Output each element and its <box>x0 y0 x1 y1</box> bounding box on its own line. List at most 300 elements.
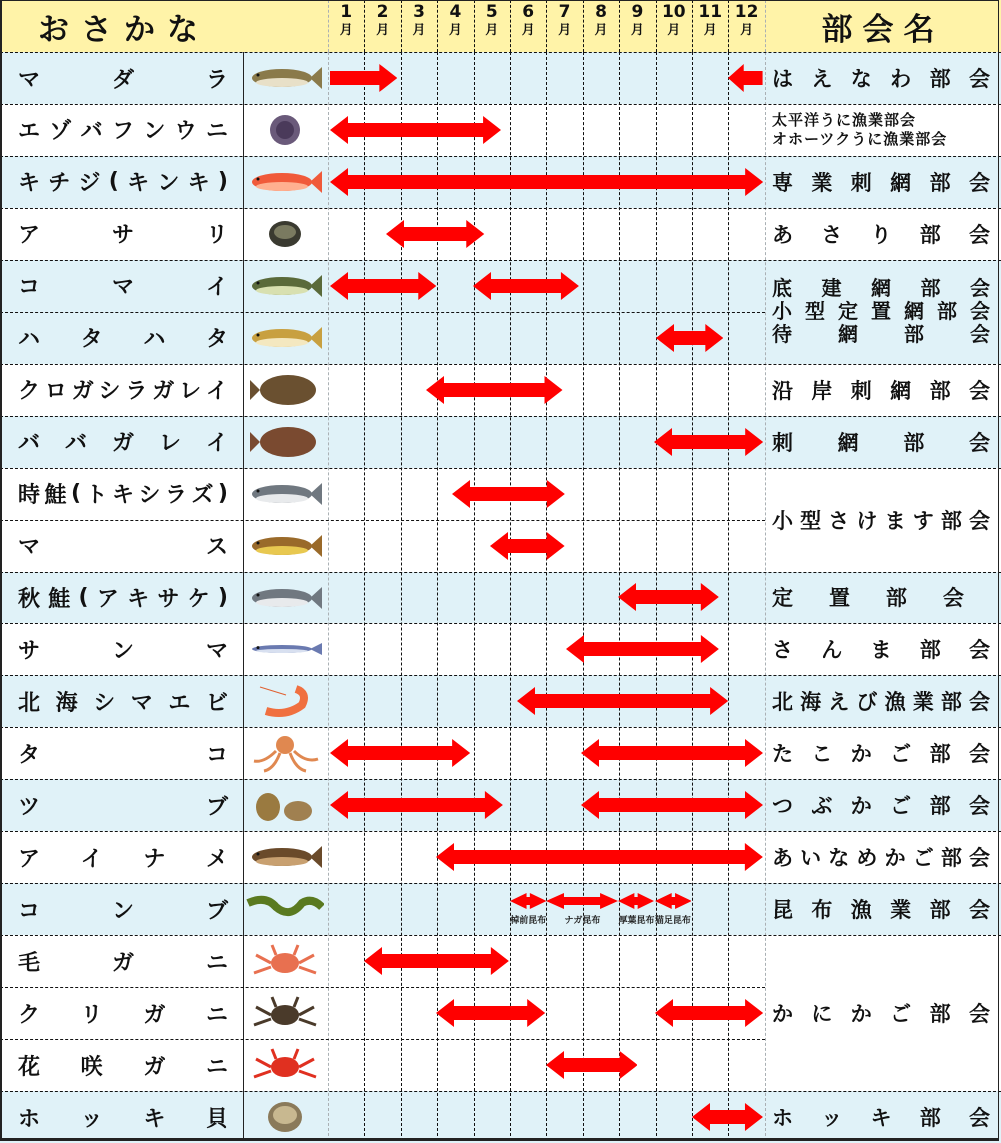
bukai-line <box>772 738 990 768</box>
header-row <box>0 0 1001 52</box>
fish-name-char: サ <box>18 638 41 664</box>
fish-name-char: ガ <box>71 379 94 405</box>
season-arrow <box>581 791 763 819</box>
fish-name-char: バ <box>64 431 87 457</box>
bukai-char: な <box>828 846 850 871</box>
bukai-char: 部 <box>929 794 951 819</box>
fish-name-char: ク <box>18 379 41 405</box>
bukai-char: 会 <box>968 794 990 819</box>
month-unit: 月 <box>558 23 572 38</box>
bukai-char: 部 <box>929 898 951 923</box>
fish-name-char: ア <box>18 223 41 249</box>
surf-clam-icon <box>246 1097 324 1137</box>
bukai-char: 布 <box>811 898 833 923</box>
bukai-lines <box>772 63 990 93</box>
fish-name-char: イ <box>205 431 228 457</box>
row-divider <box>0 1039 765 1040</box>
salmon-icon <box>246 474 324 514</box>
bukai-lines <box>772 111 990 149</box>
bukai-char: は <box>772 66 793 91</box>
bukai-lines <box>772 219 990 249</box>
fish-name-char: ケ <box>187 587 210 612</box>
bukai-char: 部 <box>919 1105 941 1130</box>
fish-name-char: エ <box>18 119 41 145</box>
bukai-char: 会 <box>942 586 964 611</box>
bukai-char: 網 <box>904 299 924 324</box>
bukai-char: 建 <box>821 276 842 301</box>
fish-name <box>18 260 228 312</box>
month-header-divider <box>619 0 620 52</box>
month-unit: 月 <box>448 23 462 38</box>
fish-name-char: ニ <box>205 1002 228 1028</box>
fish-name-char: キ <box>187 171 210 197</box>
fish-name <box>18 572 228 624</box>
fish-name-char: レ <box>179 379 202 405</box>
bukai-lines <box>772 998 990 1028</box>
bukai-column-title: 部会名 <box>821 11 945 48</box>
month-unit: 月 <box>594 23 608 38</box>
month-number: 5 <box>485 2 498 22</box>
fish-name-char: キ <box>127 171 150 197</box>
fish-name-char: コ <box>205 742 228 768</box>
bukai-char: 会 <box>968 690 990 715</box>
fish-name <box>18 623 228 675</box>
bukai-char: 刺 <box>850 170 872 195</box>
bukai-char: ホ <box>772 1105 793 1130</box>
shrimp-icon <box>246 681 324 721</box>
bukai-name <box>772 572 990 624</box>
fish-name-char: 貝 <box>205 1106 228 1132</box>
bukai-line <box>772 842 990 872</box>
bukai-char: 置 <box>828 586 850 611</box>
bukai-char: め <box>856 846 878 871</box>
bukai-char: 沿 <box>772 378 793 403</box>
sandfish-icon <box>246 318 324 358</box>
fish-name-char: イ <box>205 379 228 405</box>
month-gridline <box>583 52 584 1141</box>
month-gridline <box>437 52 438 1141</box>
bukai-char: 網 <box>838 322 858 347</box>
bukai-char: 部 <box>940 508 962 533</box>
bukai-char: 型 <box>805 299 825 324</box>
fish-name-char: ズ <box>191 483 214 509</box>
bukai-char: 部 <box>929 1002 951 1027</box>
bukai-char: 漁 <box>850 898 872 923</box>
bukai-char: ん <box>821 638 843 663</box>
fish-name-char: ) <box>217 585 228 610</box>
fish-name-char: シ <box>138 483 161 509</box>
bukai-name <box>772 1091 990 1143</box>
fish-name-char: ガ <box>111 431 134 457</box>
fish-name <box>18 468 228 520</box>
bukai-line <box>772 323 990 346</box>
hanasaki-crab-icon <box>246 1045 324 1085</box>
month-unit: 月 <box>630 23 644 38</box>
fish-name-char: フ <box>111 119 134 145</box>
fish-name-char: ラ <box>164 483 187 509</box>
month-gridline-minor <box>328 52 329 1141</box>
month-gridline-minor <box>765 52 766 1141</box>
bukai-char: け <box>856 508 878 533</box>
kelp-icon <box>246 889 324 929</box>
fish-name-char: ラ <box>125 379 148 405</box>
bukai-char: 小 <box>772 299 792 324</box>
bukai-lines <box>772 634 990 664</box>
fish-name-char: ン <box>111 638 134 664</box>
bukai-char: 部 <box>929 66 951 91</box>
bukai-name <box>772 623 990 675</box>
bukai-char: ご <box>890 794 912 819</box>
fish-name-char: 北 <box>18 690 41 716</box>
bukai-char: ご <box>890 742 912 767</box>
bukai-line <box>772 427 990 457</box>
bukai-char: 定 <box>772 586 793 611</box>
bukai-char: こ <box>811 742 833 767</box>
fish-name <box>18 104 228 156</box>
fish-name-char: イ <box>205 275 228 301</box>
fish-name-char: チ <box>48 171 71 197</box>
bukai-char: 刺 <box>772 430 793 455</box>
bukai-char: 会 <box>968 898 990 923</box>
octopus-icon <box>246 733 324 773</box>
bukai-char: わ <box>890 66 912 91</box>
bukai-name <box>772 260 990 364</box>
row-divider <box>0 520 765 521</box>
bukai-line <box>772 63 990 93</box>
bukai-char: ッ <box>821 1105 843 1130</box>
bukai-name <box>772 104 990 156</box>
month-header-divider <box>328 0 329 52</box>
fish-name <box>18 520 228 572</box>
bukai-char: 岸 <box>811 378 833 403</box>
fish-name-char: 時 <box>18 483 41 509</box>
month-number: 9 <box>631 2 644 22</box>
season-arrow <box>330 116 501 144</box>
bukai-char: 海 <box>800 690 822 715</box>
fish-name-char: ( <box>108 169 119 195</box>
bukai-char: 会 <box>970 299 990 324</box>
bukai-line <box>772 894 990 924</box>
fish-name-char: シ <box>93 690 116 716</box>
bukai-char: え <box>828 690 850 715</box>
bukai-char: い <box>800 846 822 871</box>
fish-name-char: ン <box>157 171 180 197</box>
fish-name-char: ハ <box>18 327 41 353</box>
season-arrow <box>517 687 728 715</box>
bukai-line: オホーツクうに漁業部会 <box>772 129 948 148</box>
season-arrow <box>546 1051 638 1079</box>
bukai-char: 部 <box>929 170 951 195</box>
bukai-char: 北 <box>772 690 793 715</box>
season-arrow <box>490 532 565 560</box>
bukai-char: 部 <box>940 846 962 871</box>
saffron-cod-icon <box>246 266 324 306</box>
fish-name <box>18 831 228 883</box>
fish-name-char: ガ <box>143 1002 166 1028</box>
bukai-line <box>772 634 990 664</box>
fish-name-char: メ <box>205 846 228 872</box>
bukai-char: 部 <box>920 276 941 301</box>
bukai-char: 業 <box>912 690 934 715</box>
bukai-char: か <box>884 846 906 871</box>
season-arrow <box>473 272 579 300</box>
bukai-line <box>772 219 990 249</box>
fish-name-char: ジ <box>78 171 101 197</box>
fish-name-char: ト <box>85 483 108 509</box>
fish-name <box>18 727 228 779</box>
fish-name-char: ア <box>18 846 41 872</box>
bukai-char: 業 <box>890 898 912 923</box>
bukai-char: 刺 <box>850 378 872 403</box>
bukai-char: 会 <box>968 430 990 455</box>
bukai-char: 部 <box>919 638 941 663</box>
fish-name-char: エ <box>168 690 191 716</box>
bukai-char: 会 <box>968 508 990 533</box>
bukai-lines <box>772 842 990 872</box>
row-divider <box>0 987 765 988</box>
fish-name-char: ラ <box>205 67 228 93</box>
image-column-divider <box>243 52 244 1141</box>
month-gridline <box>474 52 475 1141</box>
bukai-char: 昆 <box>772 898 793 923</box>
fish-name-char: ン <box>143 119 166 145</box>
bukai-char: に <box>811 1002 833 1027</box>
bukai-lines <box>772 427 990 457</box>
fish-name-char: イ <box>80 846 103 872</box>
fish-name-char: バ <box>18 431 41 457</box>
bukai-char: ま <box>884 508 906 533</box>
kombu-type-label: 厚葉昆布 <box>618 916 655 927</box>
fish-name-char: ハ <box>143 327 166 353</box>
month-header-divider <box>401 0 402 52</box>
month-header-divider <box>437 0 438 52</box>
bukai-char: ま <box>870 638 892 663</box>
bukai-char: つ <box>772 794 793 819</box>
fish-name-char: ツ <box>18 794 41 820</box>
bukai-char: 会 <box>970 322 990 347</box>
fish-name-char: キ <box>18 171 41 197</box>
bukai-char: 会 <box>969 1105 990 1130</box>
fish-name <box>18 883 228 935</box>
fish-name <box>18 987 228 1039</box>
fish-name-char: バ <box>80 119 103 145</box>
bukai-char: 会 <box>968 66 990 91</box>
month-header-7 <box>546 4 582 50</box>
bukai-name <box>772 156 990 208</box>
month-unit: 月 <box>412 23 426 38</box>
bukai-char: あ <box>772 846 793 871</box>
season-arrow <box>330 168 763 196</box>
fish-name <box>18 364 228 416</box>
fish-name-char: リ <box>205 223 228 249</box>
bukai-line <box>772 375 990 405</box>
month-header-2 <box>364 4 400 50</box>
month-header-4 <box>437 4 473 50</box>
month-gridline <box>546 52 547 1141</box>
season-arrow <box>546 893 618 909</box>
bukai-lines <box>772 1102 990 1132</box>
bukai-char: か <box>850 794 872 819</box>
bukai-char: り <box>870 222 892 247</box>
fish-column-title: おさかな <box>38 11 210 48</box>
month-gridline <box>401 52 402 1141</box>
season-arrow <box>330 791 503 819</box>
fish-name-char: キ <box>111 483 134 509</box>
bukai-char: 専 <box>772 170 793 195</box>
month-unit: 月 <box>703 23 717 38</box>
fish-name-char: タ <box>205 327 228 353</box>
month-header-divider <box>728 0 729 52</box>
fish-name-char: ビ <box>205 690 228 716</box>
season-arrow <box>436 999 545 1027</box>
fish-name-char: 秋 <box>18 587 41 612</box>
bukai-lines <box>772 686 990 716</box>
month-gridline <box>510 52 511 1141</box>
bukai-name <box>772 52 990 104</box>
bukai-char: 置 <box>871 299 891 324</box>
month-header-8 <box>583 4 619 50</box>
bukai-char: か <box>850 742 872 767</box>
bukai-name <box>772 883 990 935</box>
clam-icon <box>246 214 324 254</box>
bukai-char: 部 <box>919 222 941 247</box>
bukai-char: 部 <box>885 586 907 611</box>
bukai-char: 会 <box>969 222 990 247</box>
bukai-lines <box>772 375 990 405</box>
bukai-char: 部 <box>929 378 951 403</box>
fish-name-char: マ <box>18 535 41 561</box>
fish-name-char: サ <box>157 587 180 612</box>
bukai-char: 部 <box>937 299 957 324</box>
month-gridline <box>364 52 365 1141</box>
season-arrow <box>386 220 484 248</box>
fish-name-char: ガ <box>152 379 175 405</box>
bukai-name <box>772 416 990 468</box>
bukai-lines <box>772 582 990 612</box>
month-header-divider <box>546 0 547 52</box>
month-header-divider <box>765 0 766 52</box>
bukai-char: 会 <box>968 1002 990 1027</box>
fish-name-char: ニ <box>205 950 228 976</box>
fish-name-char: ナ <box>143 846 166 872</box>
fish-name-char: コ <box>18 275 41 301</box>
bukai-name <box>772 208 990 260</box>
fish-name-char: マ <box>111 275 134 301</box>
bukai-lines <box>772 790 990 820</box>
bukai-char: ご <box>912 846 934 871</box>
month-header-9 <box>619 4 655 50</box>
fish-name-char: タ <box>80 327 103 353</box>
fish-name-char: ) <box>217 481 228 507</box>
bukai-name <box>772 935 990 1091</box>
fish-name <box>18 1091 228 1143</box>
season-arrow <box>510 893 546 909</box>
fish-name-char: ブ <box>205 794 228 820</box>
bukai-name <box>772 364 990 416</box>
bukai-line <box>772 1102 990 1132</box>
season-arrow <box>566 635 719 663</box>
month-header-divider <box>474 0 475 52</box>
fish-name-char: ロ <box>44 379 67 405</box>
month-header-divider <box>656 0 657 52</box>
flatfish-icon <box>246 422 324 462</box>
fish-name <box>18 312 228 364</box>
month-number: 3 <box>413 2 425 22</box>
rockfish-icon <box>246 162 324 202</box>
season-arrow <box>330 739 470 767</box>
season-arrow <box>581 739 763 767</box>
season-arrow <box>728 64 763 92</box>
bukai-char: キ <box>870 1105 892 1130</box>
month-number: 2 <box>376 2 389 22</box>
hair-crab-icon <box>246 941 324 981</box>
bukai-line <box>772 277 990 300</box>
fish-name-char: リ <box>80 1002 103 1028</box>
month-header-divider <box>510 0 511 52</box>
bukai-char: ぶ <box>811 794 833 819</box>
fish-name-char: ) <box>217 169 228 195</box>
bukai-char: 業 <box>811 170 833 195</box>
month-number: 1 <box>340 2 353 22</box>
kombu-type-label: 猫足昆布 <box>654 916 691 927</box>
bukai-char: え <box>811 66 833 91</box>
bukai-char: 部 <box>903 430 925 455</box>
month-number: 10 <box>661 2 686 22</box>
season-arrow <box>436 843 763 871</box>
bukai-line: 太平洋うに漁業部会 <box>772 110 917 129</box>
season-arrow <box>330 64 397 92</box>
bukai-char: 型 <box>800 508 822 533</box>
bukai-char: ご <box>890 1002 912 1027</box>
bukai-char: さ <box>772 638 793 663</box>
bukai-char: か <box>850 1002 872 1027</box>
month-gridline <box>728 52 729 1141</box>
fish-name <box>18 52 228 104</box>
month-number: 8 <box>595 2 607 22</box>
fish-name <box>18 1039 228 1091</box>
bukai-char: 小 <box>772 508 793 533</box>
month-header-10 <box>656 4 692 50</box>
month-number: 6 <box>522 2 535 22</box>
bukai-char: 会 <box>968 742 990 767</box>
salmon-icon <box>246 578 324 618</box>
fish-name <box>18 156 228 208</box>
bukai-char: な <box>850 66 872 91</box>
season-arrow <box>330 272 436 300</box>
fish-name-char: マ <box>18 67 41 93</box>
bukai-char: あ <box>772 222 793 247</box>
month-header-divider <box>692 0 693 52</box>
fish-name-char: 花 <box>18 1054 41 1080</box>
bukai-line <box>772 582 964 612</box>
fish-name-char: ( <box>78 585 89 610</box>
fish-name-char: ( <box>70 481 82 507</box>
month-header-11 <box>692 4 728 50</box>
month-header-12 <box>728 4 764 50</box>
fish-name-char: キ <box>143 1106 166 1132</box>
season-arrow <box>452 480 565 508</box>
bukai-char: さ <box>821 222 843 247</box>
greenling-icon <box>246 837 324 877</box>
bukai-line <box>772 167 990 197</box>
fish-name-char: ン <box>111 898 134 924</box>
fish-name-char: コ <box>18 898 41 924</box>
bukai-char: 底 <box>772 276 792 301</box>
fish-name <box>18 935 228 987</box>
bukai-lines <box>772 505 990 535</box>
fish-name-char: ウ <box>174 119 197 145</box>
fish-name-char: ク <box>18 1002 41 1028</box>
